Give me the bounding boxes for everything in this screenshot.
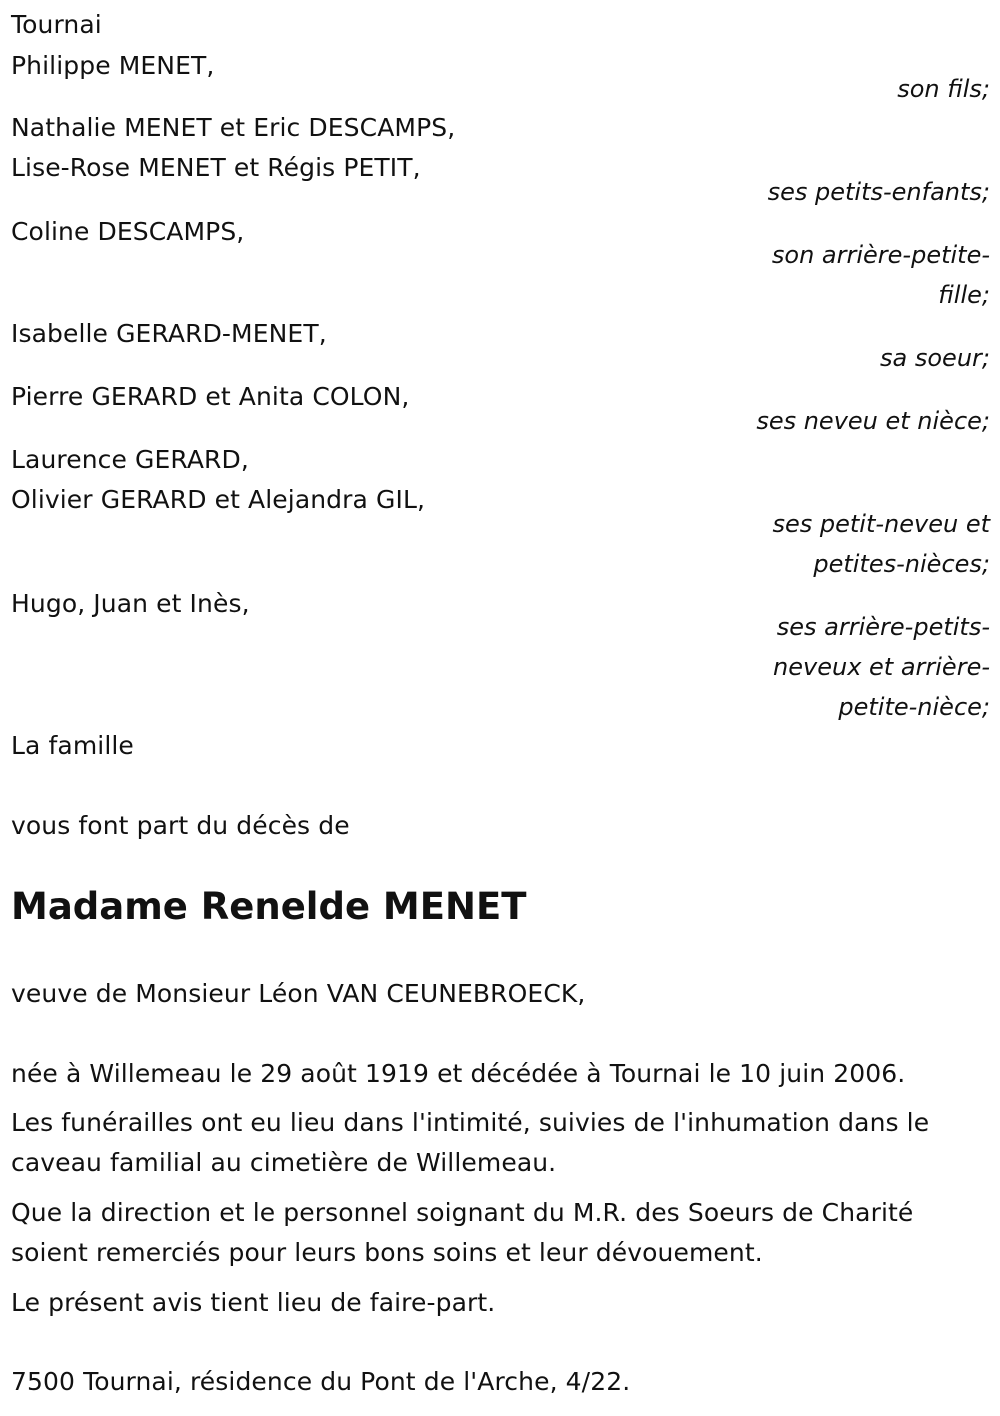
family-line: La famille	[11, 731, 134, 760]
birth-death-line: née à Willemeau le 29 août 1919 et décédée à Tournai le 10 juin 2006.	[11, 1059, 906, 1088]
city-header: Tournai	[11, 10, 102, 39]
relation-label: ses petits-enfants;	[767, 178, 990, 206]
announce-line: vous font part du décès de	[11, 811, 350, 840]
relation-label: son fils;	[897, 75, 990, 103]
thanks-line: soient remerciés pour leurs bons soins et leur dévouement.	[11, 1238, 763, 1267]
family-name-line: Coline DESCAMPS,	[11, 217, 245, 246]
funeral-line: caveau familial au cimetière de Willemeau.	[11, 1148, 557, 1177]
relation-label: sa soeur;	[880, 344, 990, 372]
thanks-line: Que la direction et le personnel soignant du M.R. des Soeurs de Charité	[11, 1198, 914, 1227]
family-name-line: Nathalie MENET et Eric DESCAMPS,	[11, 113, 456, 142]
address-line: 7500 Tournai, résidence du Pont de l'Arche, 4/22.	[11, 1367, 631, 1396]
widow-of-line: veuve de Monsieur Léon VAN CEUNEBROECK,	[11, 979, 586, 1008]
notice-line: Le présent avis tient lieu de faire-part.	[11, 1288, 496, 1317]
relation-label: ses arrière-petits-neveux et arrière-petite-nièce;	[773, 613, 990, 721]
relation-label: ses neveu et nièce;	[756, 407, 990, 435]
family-name-line: Lise-Rose MENET et Régis PETIT,	[11, 153, 421, 182]
family-name-line: Olivier GERARD et Alejandra GIL,	[11, 485, 426, 514]
deceased-name: Madame Renelde MENET	[11, 885, 527, 928]
family-name-line: Hugo, Juan et Inès,	[11, 589, 250, 618]
family-name-line: Laurence GERARD,	[11, 445, 249, 474]
relation-label: son arrière-petite-fille;	[771, 241, 990, 309]
family-name-line: Isabelle GERARD-MENET,	[11, 319, 327, 348]
family-name-line: Pierre GERARD et Anita COLON,	[11, 382, 410, 411]
funeral-line: Les funérailles ont eu lieu dans l'intimité, suivies de l'inhumation dans le	[11, 1108, 930, 1137]
relation-label: ses petit-neveu et petites-nièces;	[772, 510, 990, 578]
family-name-line: Philippe MENET,	[11, 51, 215, 80]
